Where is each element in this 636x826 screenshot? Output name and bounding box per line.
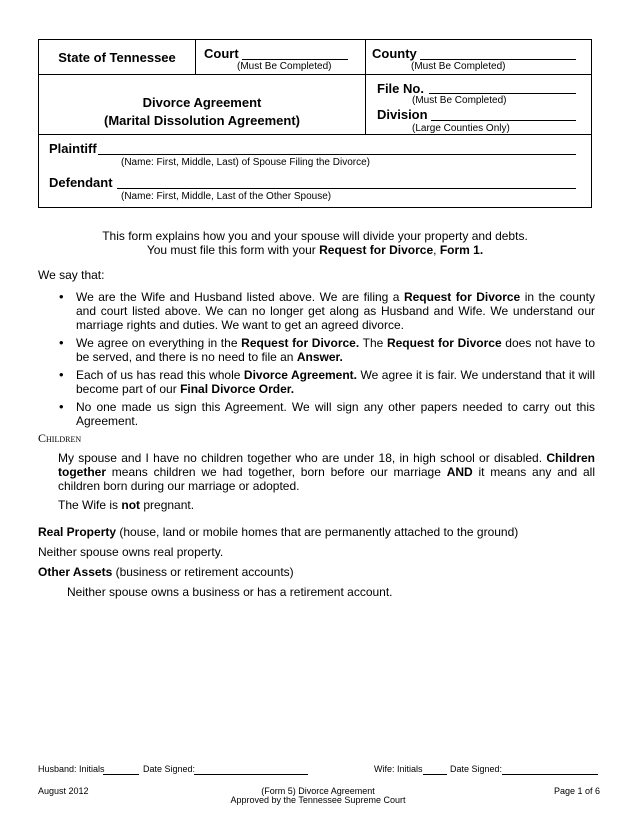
division-field[interactable] — [431, 120, 576, 121]
defendant-label: Defendant — [49, 175, 113, 190]
wife-date-label: Date Signed: — [450, 764, 503, 774]
husband-initials-label: Husband: Initials — [38, 764, 105, 774]
other-assets-text: Neither spouse owns a business or has a retirement account. — [67, 585, 393, 599]
caption-divider — [39, 74, 591, 75]
children-paragraph: My spouse and I have no children together who are under 18, in high school or disabled. Children together means children we had together, born before our marriage AND it means any and all children born during our marriage or adopted. — [58, 451, 596, 493]
real-property-text: Neither spouse owns real property. — [38, 545, 224, 559]
children-heading: Children — [38, 431, 82, 445]
division-note: (Large Counties Only) — [412, 123, 510, 134]
file-no-label: File No. — [377, 81, 424, 96]
wife-initials-label: Wife: Initials — [374, 764, 423, 774]
court-field[interactable] — [242, 59, 348, 60]
form-date: August 2012 — [38, 786, 89, 796]
bullet-item: • We are the Wife and Husband listed above. We are filing a Request for Divorce in the county and court listed above. We can no longer get along as Husband and Wife. We understand our marriage rights and duties. We want to get an agreed divorce. — [38, 290, 595, 332]
page-number: Page 1 of 6 — [554, 786, 601, 796]
husband-date-field[interactable] — [194, 774, 308, 775]
caption-box — [38, 39, 592, 208]
defendant-field[interactable] — [117, 188, 576, 189]
file-no-field[interactable] — [429, 93, 576, 94]
county-field[interactable] — [420, 59, 576, 60]
bullet-item: • No one made us sign this Agreement. We will sign any other papers needed to carry out this Agreement. — [38, 400, 595, 428]
caption-divider — [365, 40, 366, 134]
caption-divider — [195, 40, 196, 74]
form-name: (Form 5) Divorce Agreement — [261, 786, 375, 796]
file-no-note: (Must Be Completed) — [412, 95, 507, 106]
husband-date-label: Date Signed: — [143, 764, 196, 774]
approval-note: Approved by the Tennessee Supreme Court — [230, 795, 406, 805]
division-label: Division — [377, 107, 428, 122]
intro-line-1: This form explains how you and your spouse will divide your property and debts. — [102, 229, 528, 243]
real-property-heading: Real Property (house, land or mobile homes that are permanently attached to the ground) — [38, 525, 519, 539]
other-assets-heading: Other Assets (business or retirement accounts) — [38, 565, 294, 579]
court-note: (Must Be Completed) — [237, 61, 332, 72]
county-note: (Must Be Completed) — [411, 61, 506, 72]
husband-initials-field[interactable] — [103, 774, 139, 775]
pregnancy-statement: The Wife is not pregnant. — [58, 498, 195, 512]
form-subtitle: (Marital Dissolution Agreement) — [104, 113, 300, 128]
we-say-label: We say that: — [38, 268, 105, 282]
intro-line-2: You must file this form with your Request for Divorce, Form 1. — [146, 243, 484, 257]
bullet-item: • Each of us has read this whole Divorce Agreement. We agree it is fair. We understand that it will become part of our Final Divorce Order. — [38, 368, 595, 396]
plaintiff-field[interactable] — [98, 154, 576, 155]
wife-initials-field[interactable] — [423, 774, 447, 775]
form-title: Divorce Agreement — [142, 95, 262, 110]
defendant-note: (Name: First, Middle, Last of the Other Spouse) — [121, 191, 332, 202]
court-label: Court — [204, 46, 239, 61]
state-label: State of Tennessee — [58, 50, 176, 65]
caption-divider — [39, 134, 591, 135]
county-label: County — [372, 46, 417, 61]
plaintiff-note: (Name: First, Middle, Last) of Spouse Filing the Divorce) — [121, 157, 370, 168]
bullet-item: • We agree on everything in the Request for Divorce. The Request for Divorce does not have to be served, and there is no need to file an Answer. — [38, 336, 595, 364]
plaintiff-label: Plaintiff — [49, 141, 97, 156]
agreement-bullets — [38, 290, 595, 432]
wife-date-field[interactable] — [502, 774, 598, 775]
